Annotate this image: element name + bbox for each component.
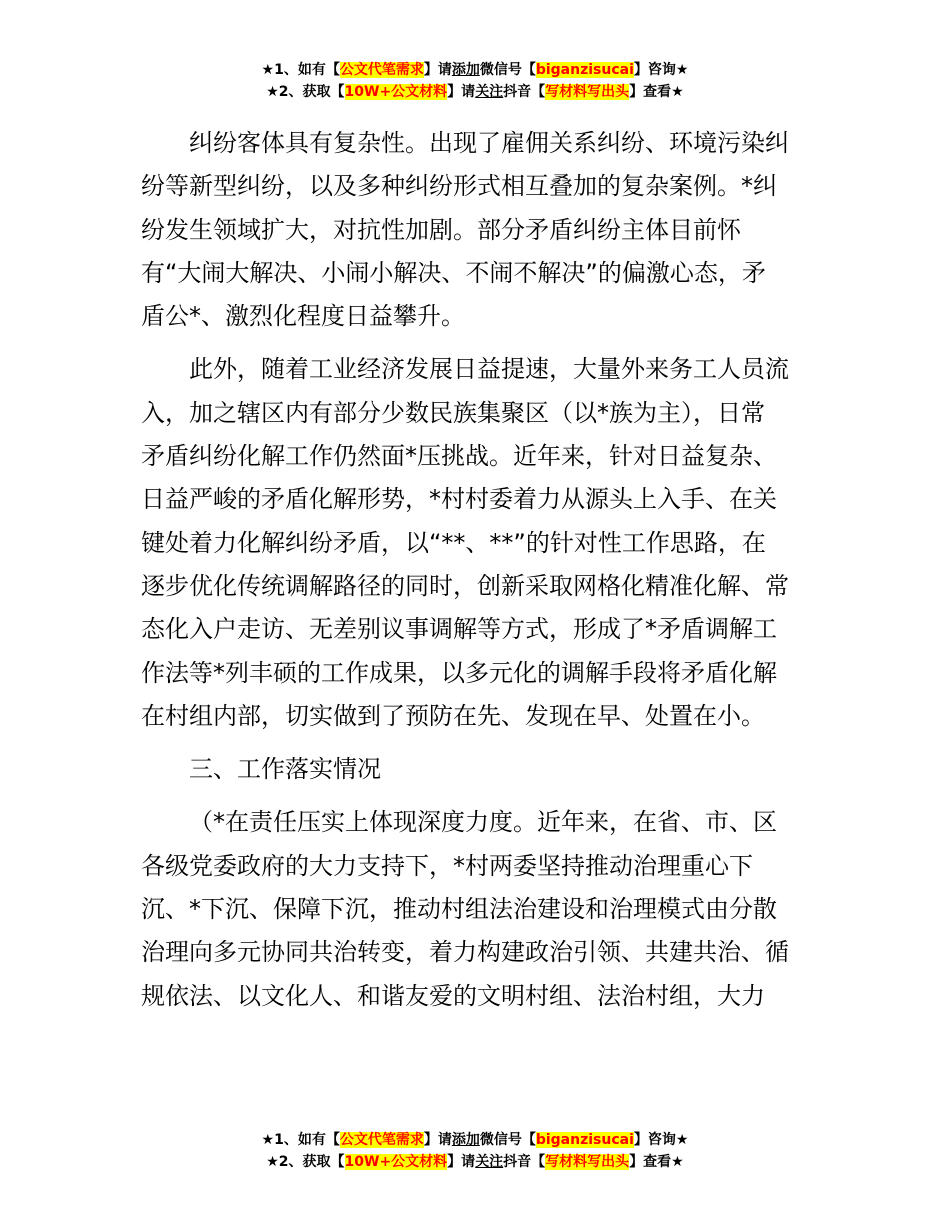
document-body bbox=[141, 122, 813, 1018]
promo-banner-bottom bbox=[0, 1129, 950, 1173]
promo-text: 】查看★ bbox=[629, 84, 684, 100]
promo-underline-follow: 关注 bbox=[475, 84, 504, 100]
promo-text: 微信号【 bbox=[479, 1132, 536, 1148]
text-line: 有“大闹大解决、小闹小解决、不闹不解决”的偏激心态，矛 bbox=[141, 258, 766, 287]
promo-highlight-service: 公文代笔需求 bbox=[339, 62, 424, 78]
promo-text: 】请 bbox=[423, 1132, 452, 1148]
text-line: 纷等新型纠纷，以及多种纠纷形式相互叠加的复杂案例。*纠 bbox=[141, 172, 777, 201]
promo-highlight-douyin: 写材料写出头 bbox=[545, 1154, 630, 1170]
text-line: 治理向多元协同共治转变，着力构建政治引领、共建共治、循 bbox=[141, 938, 789, 967]
promo-underline-add: 添加 bbox=[451, 1132, 480, 1148]
text-line: 入，加之辖区内有部分少数民族集聚区（以*族为主），日常 bbox=[141, 398, 765, 427]
text-line: 作法等*列丰硕的工作成果，以多元化的调解手段将矛盾化解 bbox=[141, 658, 777, 687]
promo-line-1 bbox=[0, 59, 950, 81]
text-line: 各级党委政府的大力支持下，*村两委坚持推动治理重心下 bbox=[141, 851, 753, 880]
promo-line-2 bbox=[0, 81, 950, 103]
promo-highlight-material: 10W+公文材料 bbox=[344, 1154, 448, 1170]
text-line: 矛盾纠纷化解工作仍然面*压挑战。近年来，针对日益复杂、 bbox=[141, 442, 777, 471]
text-line: 纷发生领域扩大，对抗性加剧。部分矛盾纠纷主体目前怀 bbox=[141, 215, 741, 244]
text-line: 键处着力化解纠纷矛盾，以“**、**”的针对性工作思路，在 bbox=[141, 528, 766, 557]
section-heading: 三、工作落实情况 bbox=[189, 755, 381, 784]
promo-text: 】咨询★ bbox=[633, 1132, 689, 1148]
promo-text: 】查看★ bbox=[629, 1154, 684, 1170]
text-line: 态化入户走访、无差别议事调解等方式，形成了*矛盾调解工 bbox=[141, 615, 777, 644]
text-line: 规依法、以文化人、和谐友爱的文明村组、法治村组，大力 bbox=[141, 981, 765, 1010]
promo-line-1 bbox=[0, 1129, 950, 1151]
text-line: 日益严峻的矛盾化解形势，*村村委着力从源头上入手、在关 bbox=[141, 485, 777, 514]
promo-highlight-wechat-id: biganzisucai bbox=[535, 1132, 634, 1148]
promo-highlight-service: 公文代笔需求 bbox=[339, 1132, 424, 1148]
text-line: 在村组内部，切实做到了预防在先、发现在早、处置在小。 bbox=[141, 701, 765, 730]
text-line: （*在责任压实上体现深度力度。近年来，在省、市、区 bbox=[189, 808, 777, 837]
text-line: 盾公*、激烈化程度日益攀升。 bbox=[141, 302, 465, 331]
promo-text: ★2、获取【 bbox=[266, 1154, 345, 1170]
promo-text: 微信号【 bbox=[479, 62, 536, 78]
promo-text: ★1、如有【 bbox=[261, 1132, 340, 1148]
text-line: 沉、*下沉、保障下沉，推动村组法治建设和治理模式由分散 bbox=[141, 895, 777, 924]
text-line: 此外，随着工业经济发展日益提速，大量外来务工人员流 bbox=[189, 355, 789, 384]
promo-text: 】咨询★ bbox=[633, 62, 689, 78]
promo-underline-add: 添加 bbox=[451, 62, 480, 78]
promo-text: 抖音【 bbox=[503, 84, 546, 100]
promo-line-2 bbox=[0, 1151, 950, 1173]
promo-text: ★2、获取【 bbox=[266, 84, 345, 100]
text-line: 纠纷客体具有复杂性。出现了雇佣关系纠纷、环境污染纠 bbox=[189, 129, 789, 157]
promo-text: 】请 bbox=[447, 1154, 476, 1170]
promo-banner-top bbox=[0, 59, 950, 103]
promo-highlight-wechat-id: biganzisucai bbox=[535, 62, 634, 78]
promo-highlight-douyin: 写材料写出头 bbox=[545, 84, 630, 100]
promo-text: 】请 bbox=[447, 84, 476, 100]
text-line: 逐步优化传统调解路径的同时，创新采取网格化精准化解、常 bbox=[141, 571, 789, 600]
promo-underline-follow: 关注 bbox=[475, 1154, 504, 1170]
promo-text: 抖音【 bbox=[503, 1154, 546, 1170]
promo-highlight-material: 10W+公文材料 bbox=[344, 84, 448, 100]
promo-text: 】请 bbox=[423, 62, 452, 78]
promo-text: ★1、如有【 bbox=[261, 62, 340, 78]
